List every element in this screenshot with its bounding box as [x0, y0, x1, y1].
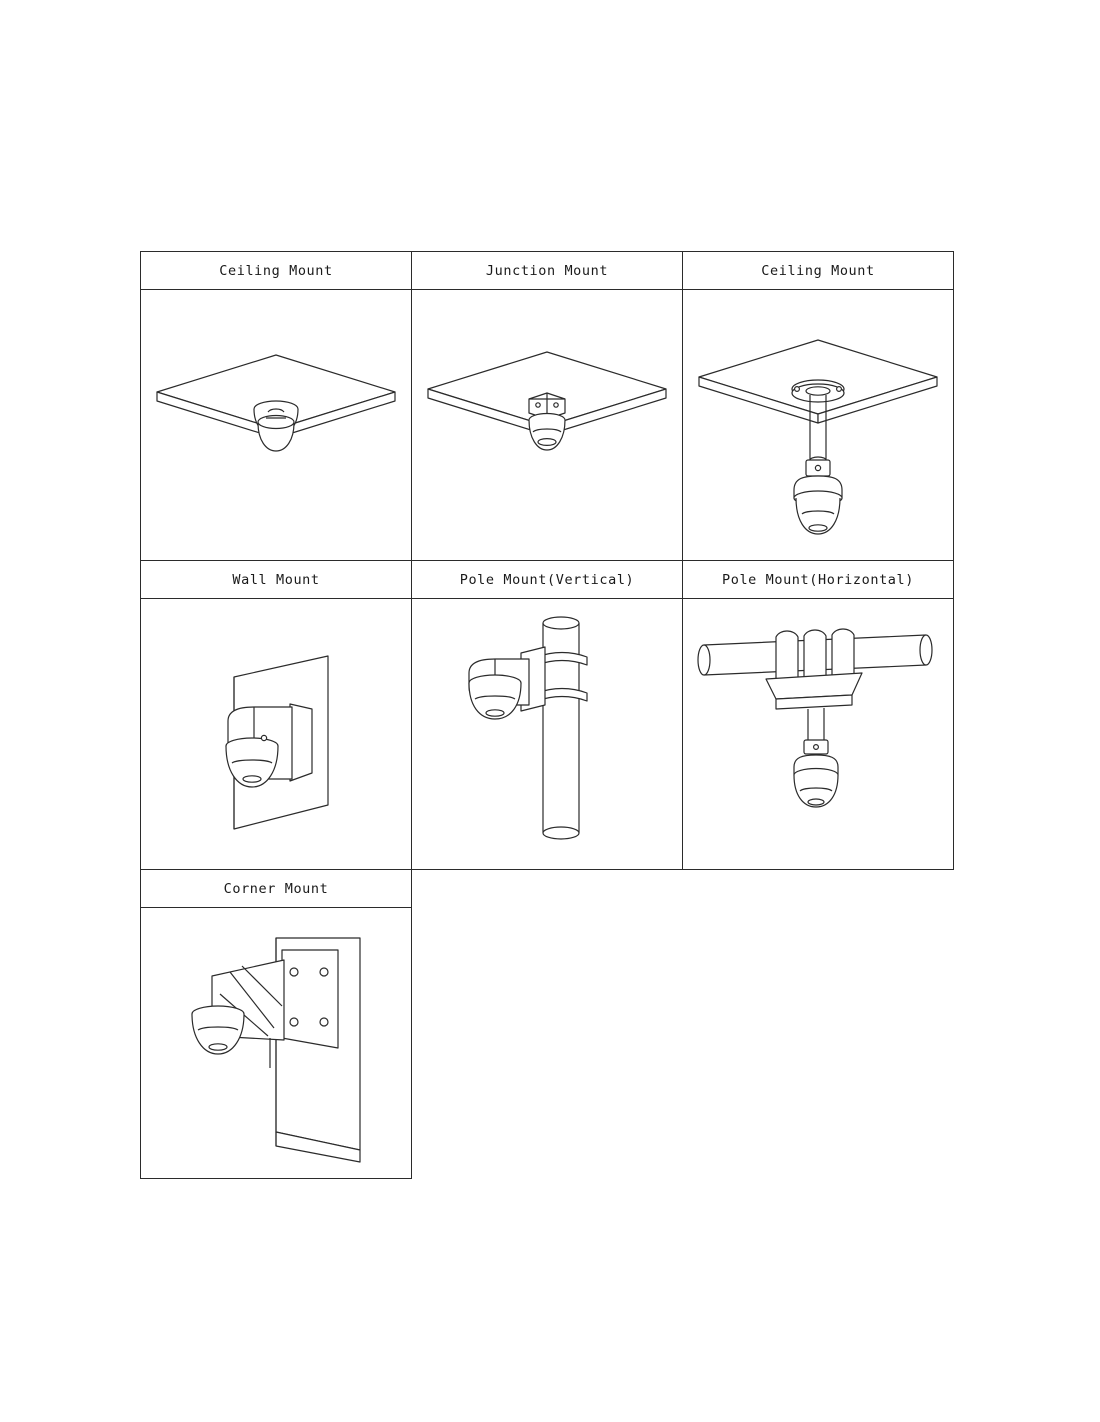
- cell-title: Pole Mount(Vertical): [412, 561, 682, 599]
- figure-wall-mount: [141, 599, 411, 869]
- table-row: [140, 869, 956, 1178]
- cell-title: Wall Mount: [141, 561, 411, 599]
- figure-corner-mount: [141, 908, 411, 1178]
- figure-pole-mount-vertical: [412, 599, 682, 869]
- empty-cell: [411, 869, 683, 1179]
- mount-cell-pole-mount-horizontal: [682, 560, 954, 870]
- cell-title: Pole Mount(Horizontal): [683, 561, 953, 599]
- table-row: [140, 560, 956, 869]
- mount-options-table: [140, 251, 956, 1178]
- mount-cell-pole-mount-vertical: [411, 560, 683, 870]
- mount-cell-ceiling-mount-1: [140, 251, 412, 561]
- empty-cell: [682, 869, 954, 1179]
- cell-title: Junction Mount: [412, 252, 682, 290]
- figure-pole-mount-horizontal: [683, 599, 953, 869]
- cell-title: Ceiling Mount: [141, 252, 411, 290]
- mount-cell-wall-mount: [140, 560, 412, 870]
- cell-title: Ceiling Mount: [683, 252, 953, 290]
- mount-cell-corner-mount: [140, 869, 412, 1179]
- mount-cell-junction-mount: [411, 251, 683, 561]
- table-row: [140, 251, 956, 560]
- cell-title: Corner Mount: [141, 870, 411, 908]
- figure-junction-mount: [412, 290, 682, 560]
- figure-pendant-ceiling-mount: [683, 290, 953, 560]
- figure-ceiling-mount-dome: [141, 290, 411, 560]
- mount-cell-ceiling-mount-2: [682, 251, 954, 561]
